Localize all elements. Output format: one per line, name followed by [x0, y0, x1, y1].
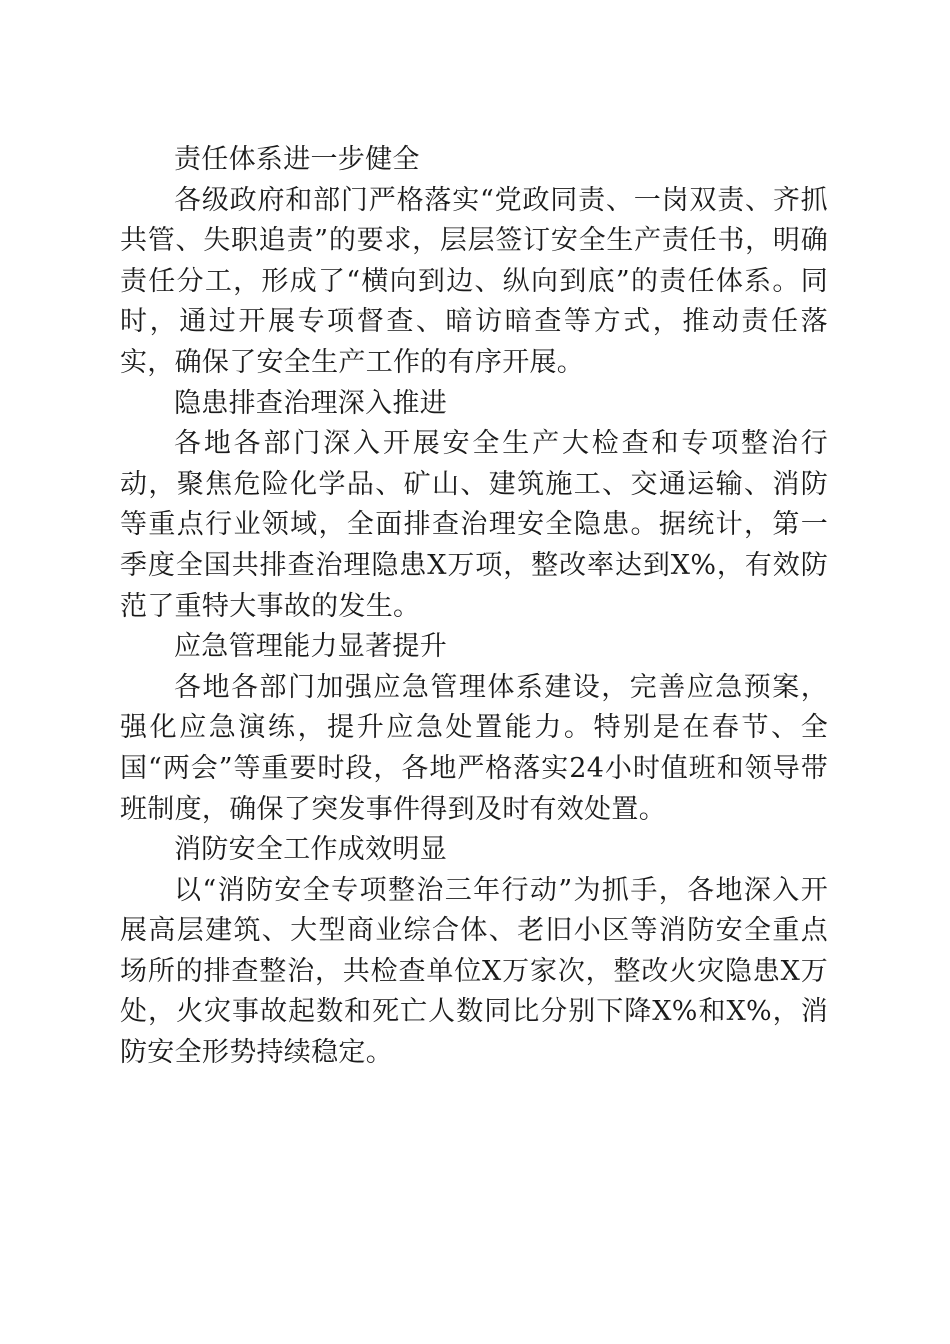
- section-responsibility: [120, 140, 828, 384]
- section-heading: 责任体系进一步健全: [174, 144, 420, 175]
- section-paragraph: 各级政府和部门严格落实“党政同责、一岗双责、齐抓共管、失职追责”的要求，层层签订安全生产责任书，明确责任分工，形成了“横向到边、纵向到底”的责任体系。同时，通过开展专项督查、暗访暗查等方式，推动责任落实，确保了安全生产工作的有序开展。: [120, 184, 828, 378]
- section-heading: 消防安全工作成效明显: [174, 834, 447, 866]
- section-paragraph: 以“消防安全专项整治三年行动”为抓手，各地深入开展高层建筑、大型商业综合体、老旧小区等消防安全重点场所的排查整治，共检查单位X万家次，整改火灾隐患X万处，火灾事故起数和死亡人数同比分别下降X%和X%，消防安全形势持续稳定。: [120, 874, 828, 1069]
- section-heading: 应急管理能力显著提升: [174, 631, 447, 663]
- section-paragraph: 各地各部门加强应急管理体系建设，完善应急预案，强化应急演练，提升应急处置能力。特别是在春节、全国“两会”等重要时段，各地严格落实24小时值班和领导带班制度，确保了突发事件得到及时有效处置。: [120, 671, 828, 825]
- section-hazard-inspection: [120, 384, 828, 628]
- section-emergency-management: [120, 627, 828, 830]
- section-fire-safety: [120, 830, 828, 1074]
- section-paragraph: 各地各部门深入开展安全生产大检查和专项整治行动，聚焦危险化学品、矿山、建筑施工、交通运输、消防等重点行业领域，全面排查治理安全隐患。据统计，第一季度全国共排查治理隐患X万项，整改率达到X%，有效防范了重特大事故的发生。: [120, 428, 828, 622]
- section-heading: 隐患排查治理深入推进: [174, 387, 447, 419]
- document-body: [120, 140, 828, 1074]
